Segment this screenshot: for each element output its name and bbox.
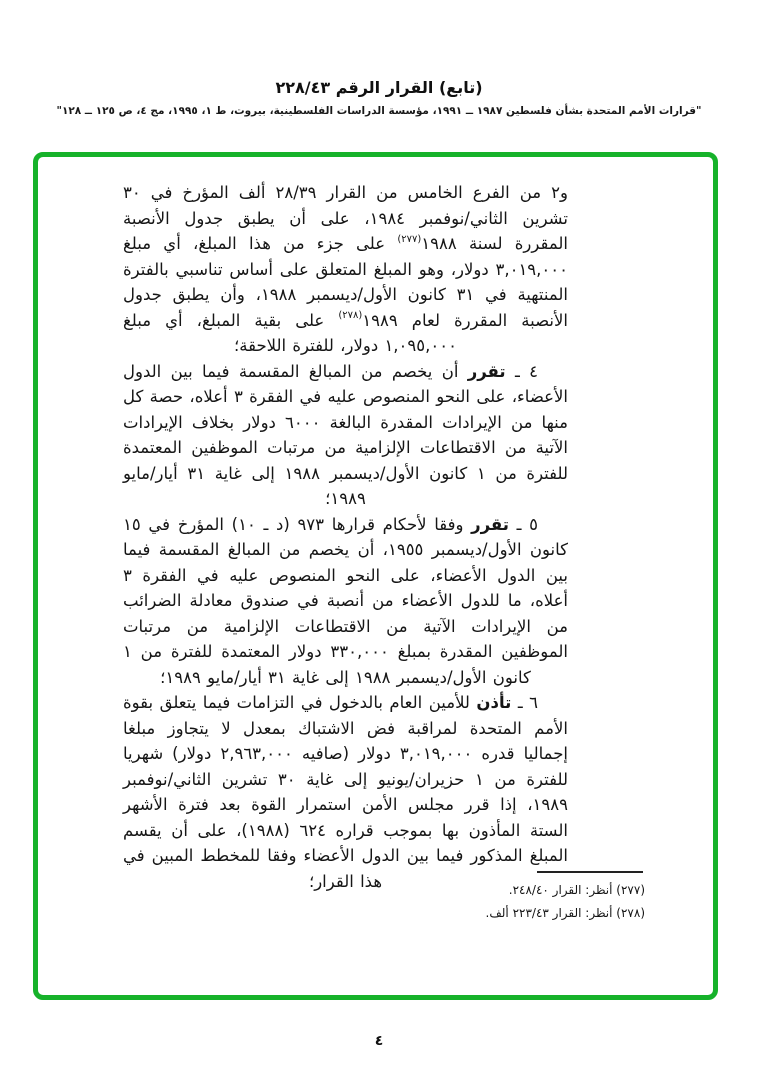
- footnotes-list: [486, 879, 645, 925]
- para-continuation: [123, 180, 568, 359]
- operative-word: تقرر: [471, 514, 509, 534]
- text-run: ٦ ـ: [511, 693, 538, 712]
- para-5: [123, 512, 568, 691]
- text-run: للأمين العام بالدخول في التزامات فيما يتعلق بقوة الأمم المتحدة لمراقبة فض الاشتباك بمعدل لا يتجاوز مبلغا إجماليا قدره ٣,٠١٩,٠٠٠ دولار (صافيه ٢,٩٦٣,٠٠٠ دولار) شهريا للفترة من ١ حزيران/يونيو إلى غاية ٣٠ تشرين الثاني/نوفمبر ١٩٨٩، إذا قرر مجلس الأمن استمرار القوة بعد فترة الأشهر الستة المأذون بها بموجب قراره ٦٢٤ (١٩٨٨)، على أن يقسم المبلغ المذكور فيما بين الدول الأعضاء وفقا للمخطط المبين في هذا القرار؛: [123, 693, 569, 891]
- footnote-ref: (٢٧٨): [338, 310, 363, 321]
- text-run: ٥ ـ: [508, 514, 539, 534]
- page-header: [0, 78, 758, 118]
- text-run: على جزء من هذا المبلغ، أي مبلغ ٣,٠١٩,٠٠٠ دولار، وهو المبلغ المتعلق على أساس تناسبي بالفترة المنتهية في ٣١ كانون الأول/ديسمبر ١٩٨٨، وأن يطبق جدول الأنصبة المقررة لعام ١٩٨٩: [123, 234, 568, 330]
- footnote-ref: (٢٧٧): [397, 233, 422, 245]
- text-run: أن يخصم من المبالغ المقسمة فيما بين الدول الأعضاء، على النحو المنصوص عليه في الفقرة ٣ أعلاه، حصة كل منها من الإيرادات المقدرة البالغة ٦٠٠٠ دولار بخلاف الإيرادات الآتية من الاقتطاعات الإلزامية من مرتبات الموظفين المعتمدة للفترة من ١ كانون الأول/ديسمبر ١٩٨٨ إلى غاية ٣١ أيار/مايو ١٩٨٩؛: [123, 361, 568, 508]
- resolution-title: (تابع) القرار الرقم ٢٢٨/٤٣: [275, 78, 483, 97]
- green-border-annotation-box: [33, 152, 718, 1000]
- text-run: و٢ من الفرع الخامس من القرار ٢٨/٣٩ ألف المؤرخ في ٣٠ تشرين الثاني/نوفمبر ١٩٨٤، على أن يطبق جدول الأنصبة المقررة لسنة ١٩٨٨: [123, 183, 569, 253]
- para-4: [123, 359, 568, 512]
- text-run: وفقا لأحكام قرارها ٩٧٣ (د ـ ١٠) المؤرخ في ١٥ كانون الأول/ديسمبر ١٩٥٥، أن يخصم من المبالغ المقسمة فيما بين الدول الأعضاء، على النحو المنصوص عليه في الفقرة ٣ أعلاه، ما للدول الأعضاء من أنصبة في صندوق معادلة الضرائب من الإيرادات الآتية من الاقتطاعات الإلزامية من مرتبات الموظفين المقدرة بمبلغ ٣٣٠,٠٠٠ دولار المعتمدة للفترة من ١ كانون الأول/ديسمبر ١٩٨٨ إلى غاية ٣١ أيار/مايو ١٩٨٩؛: [123, 514, 568, 687]
- text-run: ٤ ـ: [505, 361, 539, 381]
- operative-word: تقرر: [467, 361, 506, 381]
- footnote-1: (٢٧٧) أنظر: القرار ٢٤٨/٤٠.: [508, 883, 645, 897]
- source-citation-line: "قرارات الأمم المتحدة بشأن فلسطين ١٩٨٧ ــ ١٩٩١، مؤسسة الدراسات الفلسطينية، بيروت، ط ١، ١٩٩٥، مج ٤، ص ١٢٥ ــ ١٢٨": [56, 105, 702, 117]
- para-6: [123, 690, 568, 894]
- footnotes-block: [486, 871, 645, 925]
- footnote-separator-rule: [537, 871, 643, 873]
- text-run: على بقية المبلغ، أي مبلغ ١,٠٩٥,٠٠٠ دولار، للفترة اللاحقة؛: [123, 310, 457, 355]
- body-paragraphs: [123, 180, 568, 894]
- operative-word: تأذن: [476, 693, 512, 712]
- footnote-2: (٢٧٨) أنظر: القرار ٢٢٣/٤٣ ألف.: [485, 906, 645, 920]
- page-number: ٤: [374, 1033, 384, 1049]
